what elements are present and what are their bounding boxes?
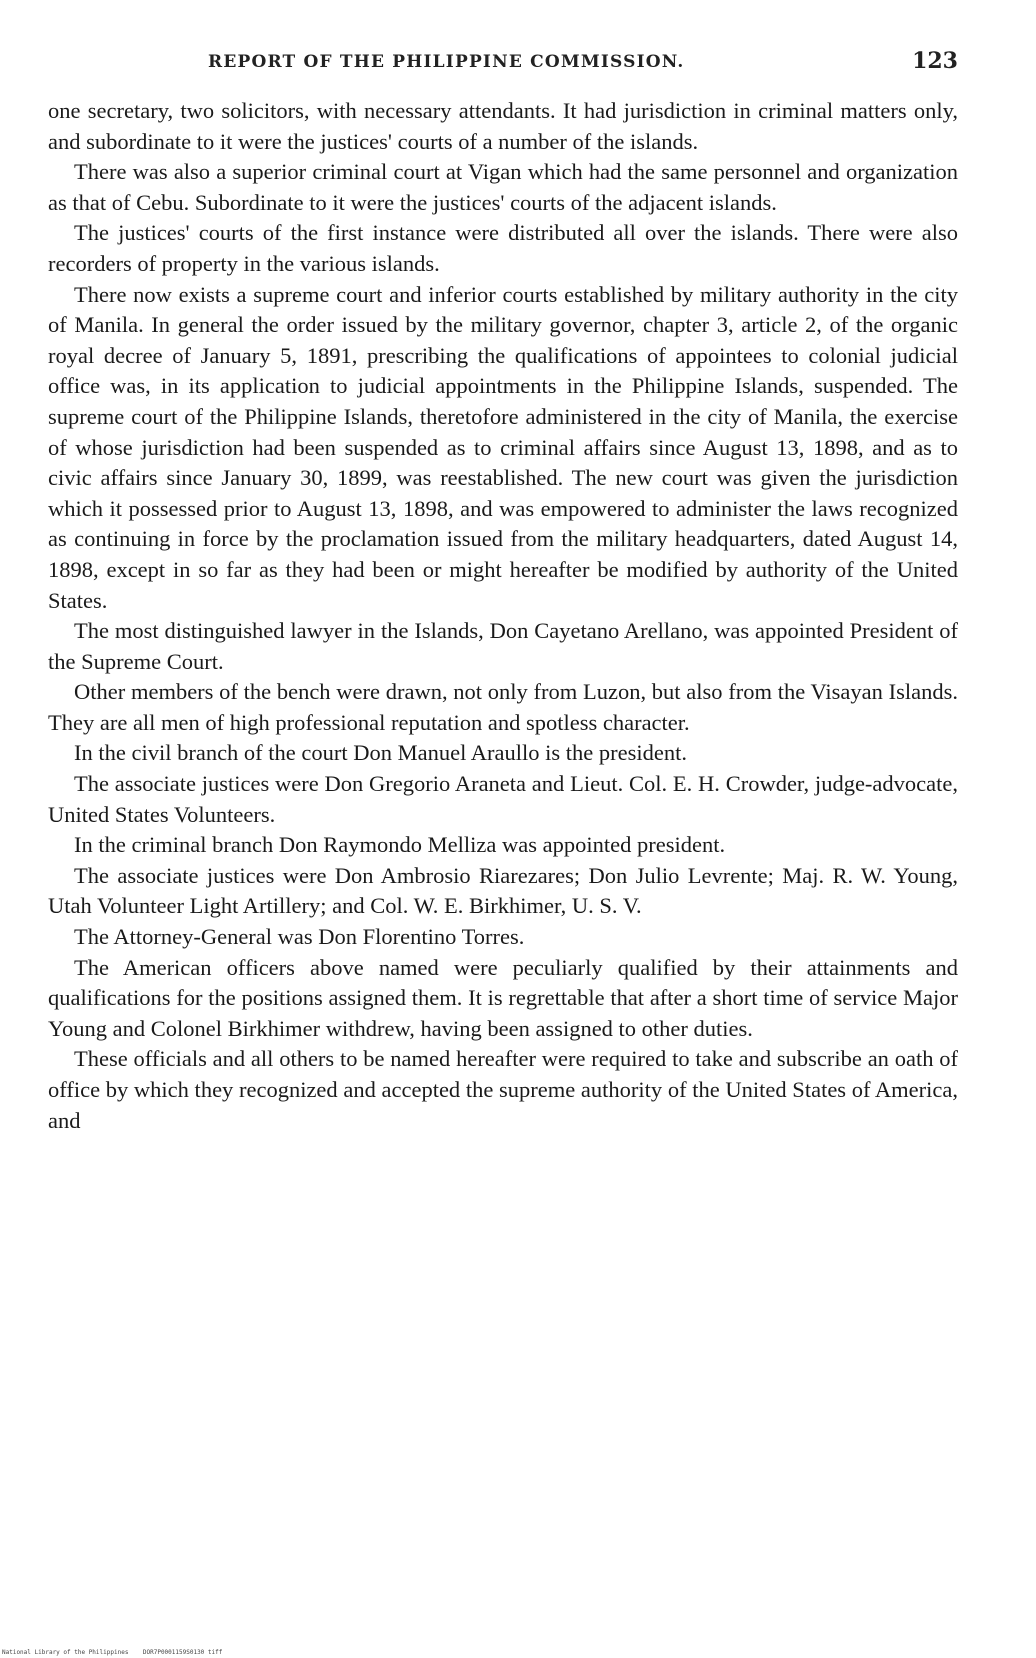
paragraph: one secretary, two solicitors, with necessary attendants. It had jurisdiction in criminal matters only, and subordinate to it were the justices' courts of a number of the islands. (48, 98, 958, 154)
page-header (48, 48, 958, 78)
scan-credit: National Library of the Philippines DOR7P0001159S0130 tiff (2, 1649, 223, 1656)
paragraph: The associate justices were Don Ambrosio Riarezares; Don Julio Levrente; Maj. R. W. Young, Utah Volunteer Light Artillery; and Col. W. E. Birkhimer, U. S. V. (48, 862, 958, 919)
paragraph: Other members of the bench were drawn, not only from Luzon, but also from the Visayan Islands. They are all men of high professional reputation and spotless character. (48, 679, 958, 735)
paragraph: In the civil branch of the court Don Manuel Araullo is the president. (74, 740, 687, 766)
paragraph: The American officers above named were peculiarly qualified by their attainments and qualifications for the positions assigned them. It is regrettable that after a short time of service Major Young and Colonel Birkhimer withdrew, having been assigned to other duties. (48, 954, 958, 1041)
running-title: REPORT OF THE PHILIPPINE COMMISSION. (208, 52, 685, 72)
paragraph: There now exists a supreme court and inferior courts established by military authority in the city of Manila. In general the order issued by the military governor, chapter 3, article 2, of the organic royal decree of January 5, 1891, prescribing the qualifications of appointees to colonial judicial office was, in its application to judicial appointments in the Philippine Islands, suspended. The supreme court of the Philippine Islands, theretofore administered in the city of Manila, the exercise of whose jurisdiction had been suspended as to criminal affairs since August 13, 1898, and as to civic affairs since January 30, 1899, was reestablished. The new court was given the jurisdiction which it possessed prior to August 13, 1898, and was empowered to administer the laws recognized as continuing in force by the proclamation issued from the military headquarters, dated August 14, 1898, except in so far as they had been or might hereafter be modified by authority of the United States. (48, 281, 958, 613)
paragraph: The most distinguished lawyer in the Islands, Don Cayetano Arellano, was appointed President of the Supreme Court. (48, 618, 958, 674)
paragraph: The Attorney-General was Don Florentino Torres. (74, 924, 525, 950)
page-number: 123 (912, 48, 958, 74)
paragraph: These officials and all others to be named hereafter were required to take and subscribe an oath of office by which they recognized and accepted the supreme authority of the United States of America, and (48, 1046, 958, 1133)
paragraph: There was also a superior criminal court at Vigan which had the same personnel and organization as that of Cebu. Subordinate to it were the justices' courts of the adjacent islands. (48, 159, 958, 215)
paragraph: The justices' courts of the first instance were distributed all over the islands. There were also recorders of property in the various islands. (48, 220, 958, 276)
body-text (48, 96, 958, 1136)
paragraph: In the criminal branch Don Raymondo Melliza was appointed president. (74, 832, 726, 858)
paragraph: The associate justices were Don Gregorio Araneta and Lieut. Col. E. H. Crowder, judge-advocate, United States Volunteers. (48, 771, 958, 827)
